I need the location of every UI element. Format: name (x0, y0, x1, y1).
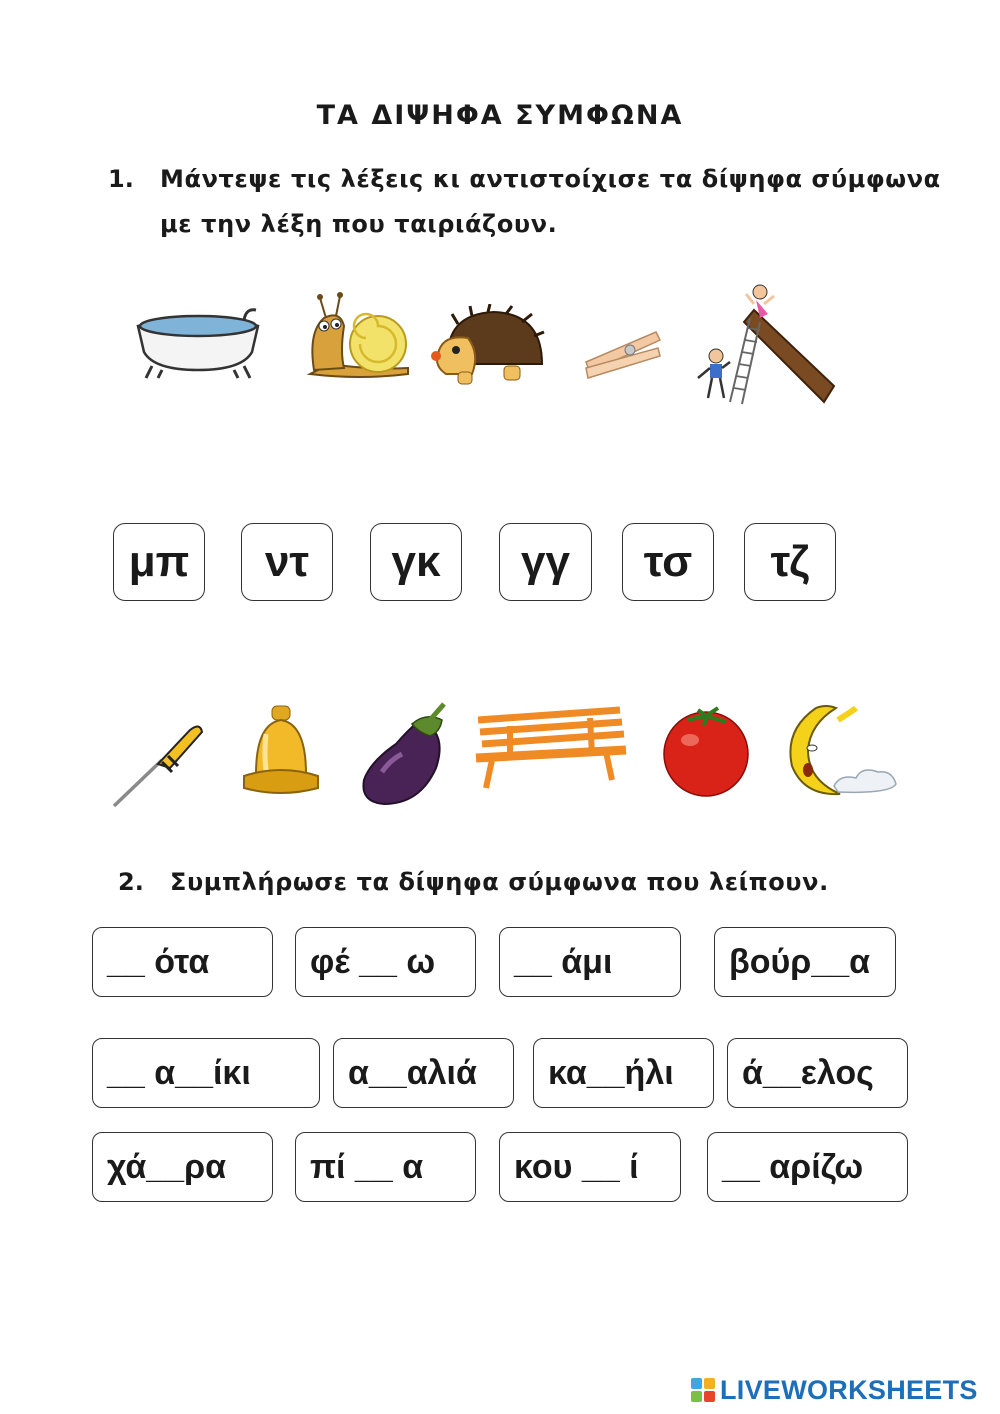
bathtub-image[interactable] (132, 300, 264, 382)
exercise2-instruction: Συμπλήρωσε τα δίψηφα σύμφωνα που λείπουν. (170, 868, 829, 896)
snail-image[interactable] (300, 292, 412, 382)
fill-box-r1-2[interactable]: φέ __ ω (295, 927, 476, 997)
fill-box-r1-1[interactable]: __ ότα (92, 927, 273, 997)
fill-box-r2-2[interactable]: α__αλιά (333, 1038, 514, 1108)
slide-image[interactable] (694, 282, 840, 408)
liveworksheets-logo (690, 1372, 978, 1408)
fill-box-r3-1[interactable]: χά__ρα (92, 1132, 273, 1202)
liveworksheets-logo-icon (690, 1377, 716, 1403)
exercise2-number: 2. (118, 868, 144, 896)
fill-box-r2-3[interactable]: κα__ήλι (533, 1038, 714, 1108)
fill-box-r3-3[interactable]: κου __ ί (499, 1132, 681, 1202)
digraph-mp[interactable]: μπ (113, 523, 205, 601)
screwdriver-image[interactable] (108, 718, 206, 810)
worksheet-title: ΤΑ ΔΙΨΗΦΑ ΣΥΜΦΩΝΑ (316, 100, 684, 131)
liveworksheets-brand: LIVEWORKSHEETS (720, 1374, 978, 1405)
fill-box-r2-1[interactable]: __ α__ίκι (92, 1038, 320, 1108)
bench-image[interactable] (470, 706, 630, 790)
digraph-nt[interactable]: ντ (241, 523, 333, 601)
exercise1-instruction-line2: με την λέξη που ταιριάζουν. (160, 210, 558, 238)
fill-box-r3-4[interactable]: __ αρίζω (707, 1132, 908, 1202)
fill-box-r1-3[interactable]: __ άμι (499, 927, 681, 997)
exercise1-instruction-line1: Μάντεψε τις λέξεις κι αντιστοίχισε τα δίψηφα σύμφωνα (160, 165, 941, 193)
digraph-tz[interactable]: τζ (744, 523, 836, 601)
fill-box-r2-4[interactable]: ά__ελος (727, 1038, 908, 1108)
hedgehog-image[interactable] (428, 304, 546, 390)
eggplant-image[interactable] (356, 702, 454, 806)
fill-box-r1-4[interactable]: βούρ__α (714, 927, 896, 997)
fill-box-r3-2[interactable]: πί __ α (295, 1132, 476, 1202)
digraph-ts[interactable]: τσ (622, 523, 714, 601)
exercise1-number: 1. (108, 165, 134, 193)
bell-image[interactable] (238, 704, 324, 798)
digraph-gg[interactable]: γγ (499, 523, 592, 601)
clothespin-image[interactable] (582, 322, 664, 380)
digraph-gk[interactable]: γκ (370, 523, 462, 601)
moon-image[interactable] (778, 700, 902, 800)
tomato-image[interactable] (658, 702, 754, 798)
